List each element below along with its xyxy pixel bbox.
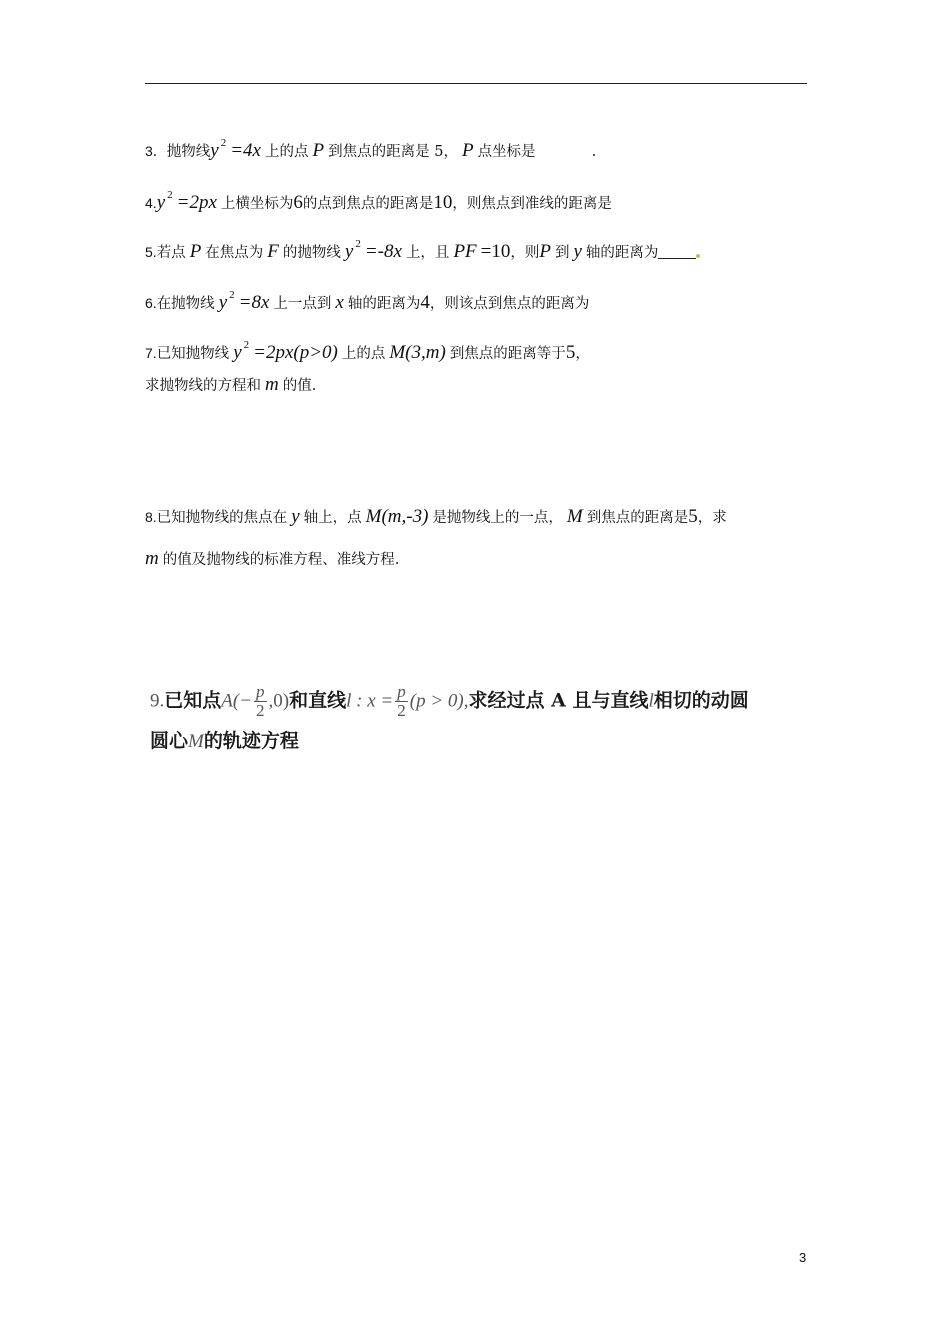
q4-text-2: 的点到焦点的距离是	[302, 196, 434, 212]
q9-frac1-den: 2	[256, 701, 265, 720]
q7-line2-text: 求抛物线的方程和	[145, 378, 261, 394]
q6-text-4: ，则该点到焦点的距离为	[429, 296, 590, 312]
q3-eq: y	[210, 140, 219, 161]
q9-point-a-end: ,0)	[268, 690, 290, 712]
q9-frac2-num: p	[397, 682, 406, 701]
q7-point-m: M(3,m)	[389, 342, 446, 363]
q5-var-p2: P	[539, 241, 551, 262]
q4-number: 4.	[145, 195, 157, 211]
q5-text: 若点	[156, 245, 186, 261]
q8-var-m: M	[566, 506, 583, 527]
q9-line2-end: 的轨迹方程	[203, 730, 299, 752]
q3-text-2: 上的点	[265, 144, 309, 160]
q7-eq-rhs: =2px(p>0)	[253, 342, 338, 363]
q8-text-2: 轴上，点	[303, 510, 362, 526]
q6-text-3: 轴的距离为	[347, 296, 421, 312]
q5-var-p: P	[189, 241, 202, 262]
q8-line2-text: 的值及抛物线的标准方程、准线方程.	[162, 552, 400, 568]
q5-text-3: 的抛物线	[282, 245, 341, 261]
q5-var-y: y	[573, 241, 582, 262]
header-rule	[145, 83, 807, 84]
q8-number: 8.	[145, 509, 157, 525]
q9-fraction-1	[254, 683, 267, 720]
q9-fraction-2	[395, 683, 408, 720]
q8-var-m2: m	[145, 548, 159, 569]
q9-text-2: 和直线	[289, 689, 347, 712]
q7-text-2: 上的点	[341, 346, 386, 362]
q9-text-3: 求经过点 A 且与直线	[468, 689, 649, 712]
question-8	[145, 506, 727, 529]
q9-text-4: 相切的动圆	[653, 689, 749, 712]
q5-eq-rhs: =‑8x	[364, 241, 402, 262]
q4-val-6: 6	[293, 192, 303, 213]
q6-eq-rhs: =8x	[238, 292, 270, 313]
q5-eq: y	[344, 241, 354, 262]
q7-val-5: 5	[565, 342, 576, 363]
q7-exp: 2	[243, 339, 250, 351]
q6-text-2: 上一点到	[273, 296, 332, 312]
q7-text-3: 到焦点的距离等于	[449, 346, 566, 362]
q5-text-2: 在焦点为	[205, 245, 264, 261]
question-6	[145, 284, 589, 315]
q4-exp: 2	[167, 189, 173, 201]
q9-var-m: M	[188, 731, 204, 752]
question-5	[145, 233, 700, 264]
q7-var-m: m	[265, 374, 279, 395]
q4-text: 上横坐标为	[220, 196, 294, 212]
q5-mark	[696, 254, 700, 258]
q9-var-l: l	[648, 690, 654, 712]
question-9	[150, 683, 749, 720]
question-8-line-2	[145, 548, 399, 571]
q9-line2-text: 圆心	[150, 730, 189, 752]
q6-number: 6.	[145, 295, 157, 311]
q7-line2-end: 的值.	[282, 378, 317, 394]
question-7-line-2	[145, 374, 316, 397]
q4-eq-rhs: =2px	[176, 192, 217, 213]
q3-text-4: 点坐标是	[477, 144, 536, 160]
q3-number: 3．	[145, 143, 167, 159]
q5-text-6: 到	[554, 245, 570, 261]
q4-val-10: 10	[433, 192, 453, 213]
question-4	[145, 184, 612, 215]
q3-end: .	[591, 144, 597, 160]
q7-text: 已知抛物线	[156, 346, 230, 362]
question-7	[145, 334, 590, 365]
q5-val-10: =10	[480, 241, 511, 262]
q8-text: 已知抛物线的焦点在	[156, 510, 288, 526]
q5-var-pf: PF	[453, 241, 477, 262]
q5-var-f: F	[267, 241, 279, 262]
q9-point-a: A(−	[221, 690, 253, 712]
q8-point-m: M(m,‑3)	[365, 506, 429, 527]
q8-text-4: 到焦点的距离是	[586, 510, 689, 526]
q3-text: 抛物线	[166, 144, 211, 160]
q9-condition: (p > 0),	[409, 690, 469, 712]
q9-text: 已知点	[164, 689, 222, 712]
q8-val-5: 5	[688, 506, 698, 527]
q5-text-7: 轴的距离为	[585, 245, 659, 261]
q9-frac2-den: 2	[397, 701, 406, 720]
page-number: 3	[799, 1250, 807, 1265]
q8-text-3: 是抛物线上的一点，	[432, 510, 563, 526]
q6-eq: y	[218, 292, 228, 313]
q7-text-4: ，	[575, 346, 590, 362]
q9-frac1-num: p	[256, 682, 265, 701]
q8-var-y: y	[291, 506, 300, 527]
q3-text-3: 到焦点的距离是 5，	[328, 144, 458, 160]
q3-eq-rhs: =4x	[230, 140, 261, 161]
q5-text-4: 上，且	[405, 245, 450, 261]
q5-exp: 2	[355, 238, 361, 250]
q4-eq: y	[156, 192, 166, 213]
q7-number: 7.	[145, 345, 157, 361]
q5-number: 5.	[145, 244, 157, 260]
q6-exp: 2	[229, 289, 235, 301]
q3-var-p: P	[312, 140, 325, 161]
question-3	[145, 132, 596, 163]
q9-number: 9.	[150, 690, 165, 712]
q5-text-5: ，则	[510, 245, 540, 261]
q8-text-5: ，求	[697, 510, 727, 526]
q6-text: 在抛物线	[156, 296, 215, 312]
q3-var-p2: P	[461, 140, 474, 161]
q5-answer-blank	[658, 244, 696, 259]
q9-line-eq: l : x =	[346, 690, 394, 712]
q3-exp: 2	[220, 137, 227, 149]
q6-val-4: 4	[420, 292, 430, 313]
q6-var-x: x	[335, 292, 344, 313]
q7-eq: y	[233, 342, 242, 363]
q4-text-3: ，则焦点到准线的距离是	[452, 196, 612, 212]
question-9-line-2	[150, 726, 299, 757]
